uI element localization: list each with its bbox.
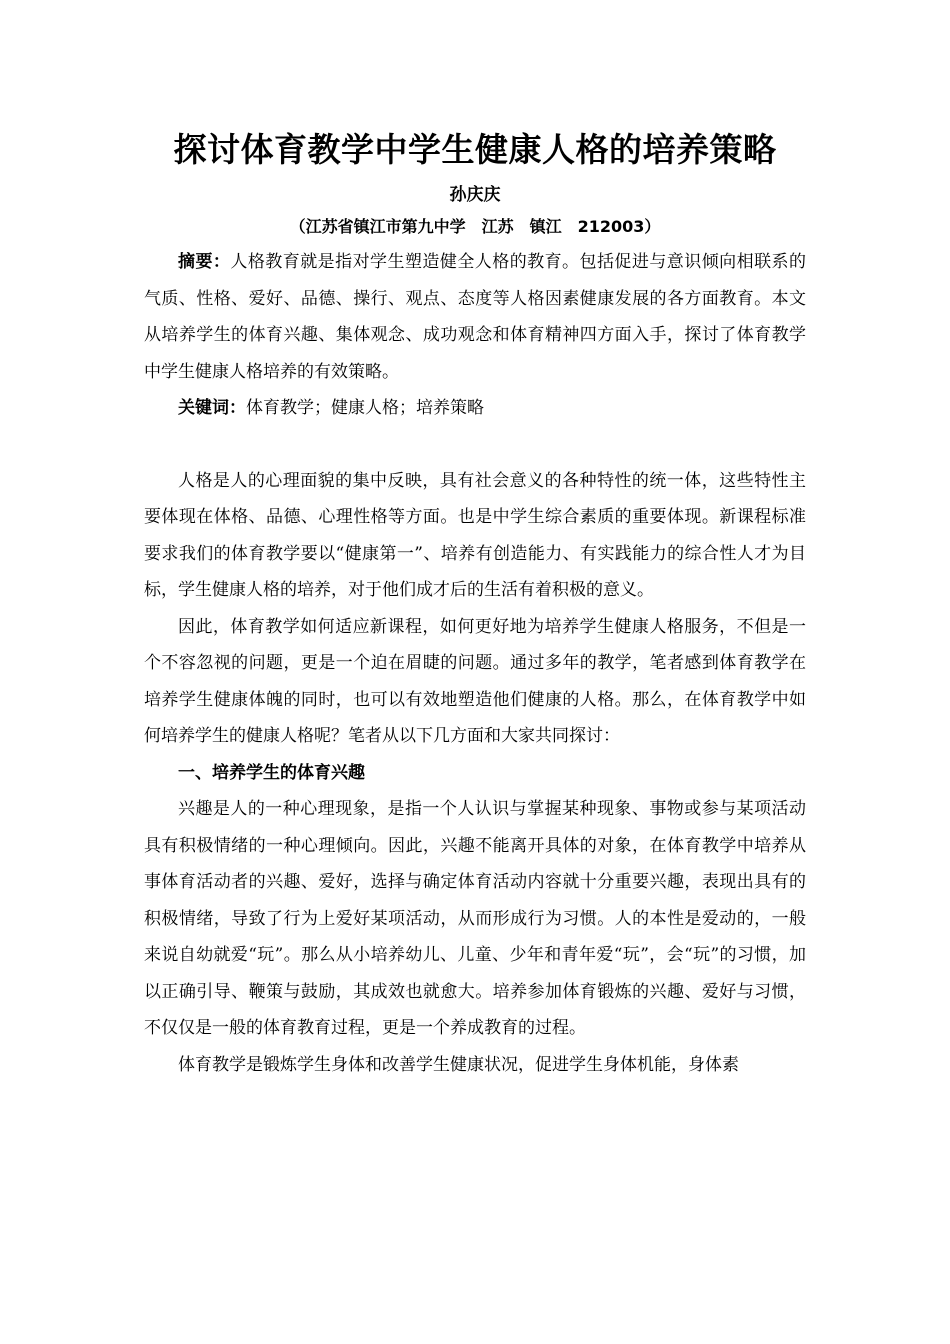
paper-title: 探讨体育教学中学生健康人格的培养策略 — [173, 130, 777, 169]
body-paragraph-3: 兴趣是人的一种心理现象，是指一个人认识与掌握某种现象、事物或参与某项活动具有积极情绪的一种心理倾向。因此，兴趣不能离开具体的对象，在体育教学中培养从事体育活动者的兴趣、爱好，选择与确定体育活动内容就十分重要兴趣，表现出具有的积极情绪，导致了行为上爱好某项活动，从而形成行为习惯。人的本性是爱动的，一般来说自幼就爱“玩”。那么从小培养幼儿、儿童、少年和青年爱“玩”，会“玩”的习惯，加以正确引导、鞭策与鼓励，其成效也就愈大。培养参加体育锻炼的兴趣、爱好与习惯，不仅仅是一般的体育教育过程，更是一个养成教育的过程。 — [144, 799, 806, 1038]
section-heading-1: 一、培养学生的体育兴趣 — [178, 762, 365, 783]
keywords-text: 体育教学；健康人格；培养策略 — [246, 398, 484, 418]
author-affiliation: （江苏省镇江市第九中学 江苏 镇江 212003） — [289, 217, 661, 236]
abstract — [144, 244, 806, 390]
body-paragraph-2: 因此，体育教学如何适应新课程，如何更好地为培养学生健康人格服务，不但是一个不容忽视的问题，更是一个迫在眉睫的问题。通过多年的教学，笔者感到体育教学在培养学生健康体魄的同时，也可以有效地塑造他们健康的人格。那么，在体育教学中如何培养学生的健康人格呢？笔者从以下几方面和大家共同探讨： — [144, 616, 806, 746]
keywords — [144, 390, 806, 427]
keywords-label: 关键词： — [178, 398, 246, 418]
abstract-text: 人格教育就是指对学生塑造健全人格的教育。包括促进与意识倾向相联系的气质、性格、爱好、品德、操行、观点、态度等人格因素健康发展的各方面教育。本文从培养学生的体育兴趣、集体观念、成功观念和体育精神四方面入手，探讨了体育教学中学生健康人格培养的有效策略。 — [144, 252, 807, 382]
author-name: 孙庆庆 — [449, 185, 501, 205]
body-paragraph-4: 体育教学是锻炼学生身体和改善学生健康状况，促进学生身体机能，身体素 — [178, 1054, 739, 1075]
body-paragraph-1: 人格是人的心理面貌的集中反映，具有社会意义的各种特性的统一体，这些特性主要体现在体格、品德、心理性格等方面。也是中学生综合素质的重要体现。新课程标准要求我们的体育教学要以“健康第一”、培养有创造能力、有实践能力的综合性人才为目标，学生健康人格的培养，对于他们成才后的生活有着积极的意义。 — [144, 470, 806, 600]
abstract-label: 摘要： — [178, 252, 231, 272]
